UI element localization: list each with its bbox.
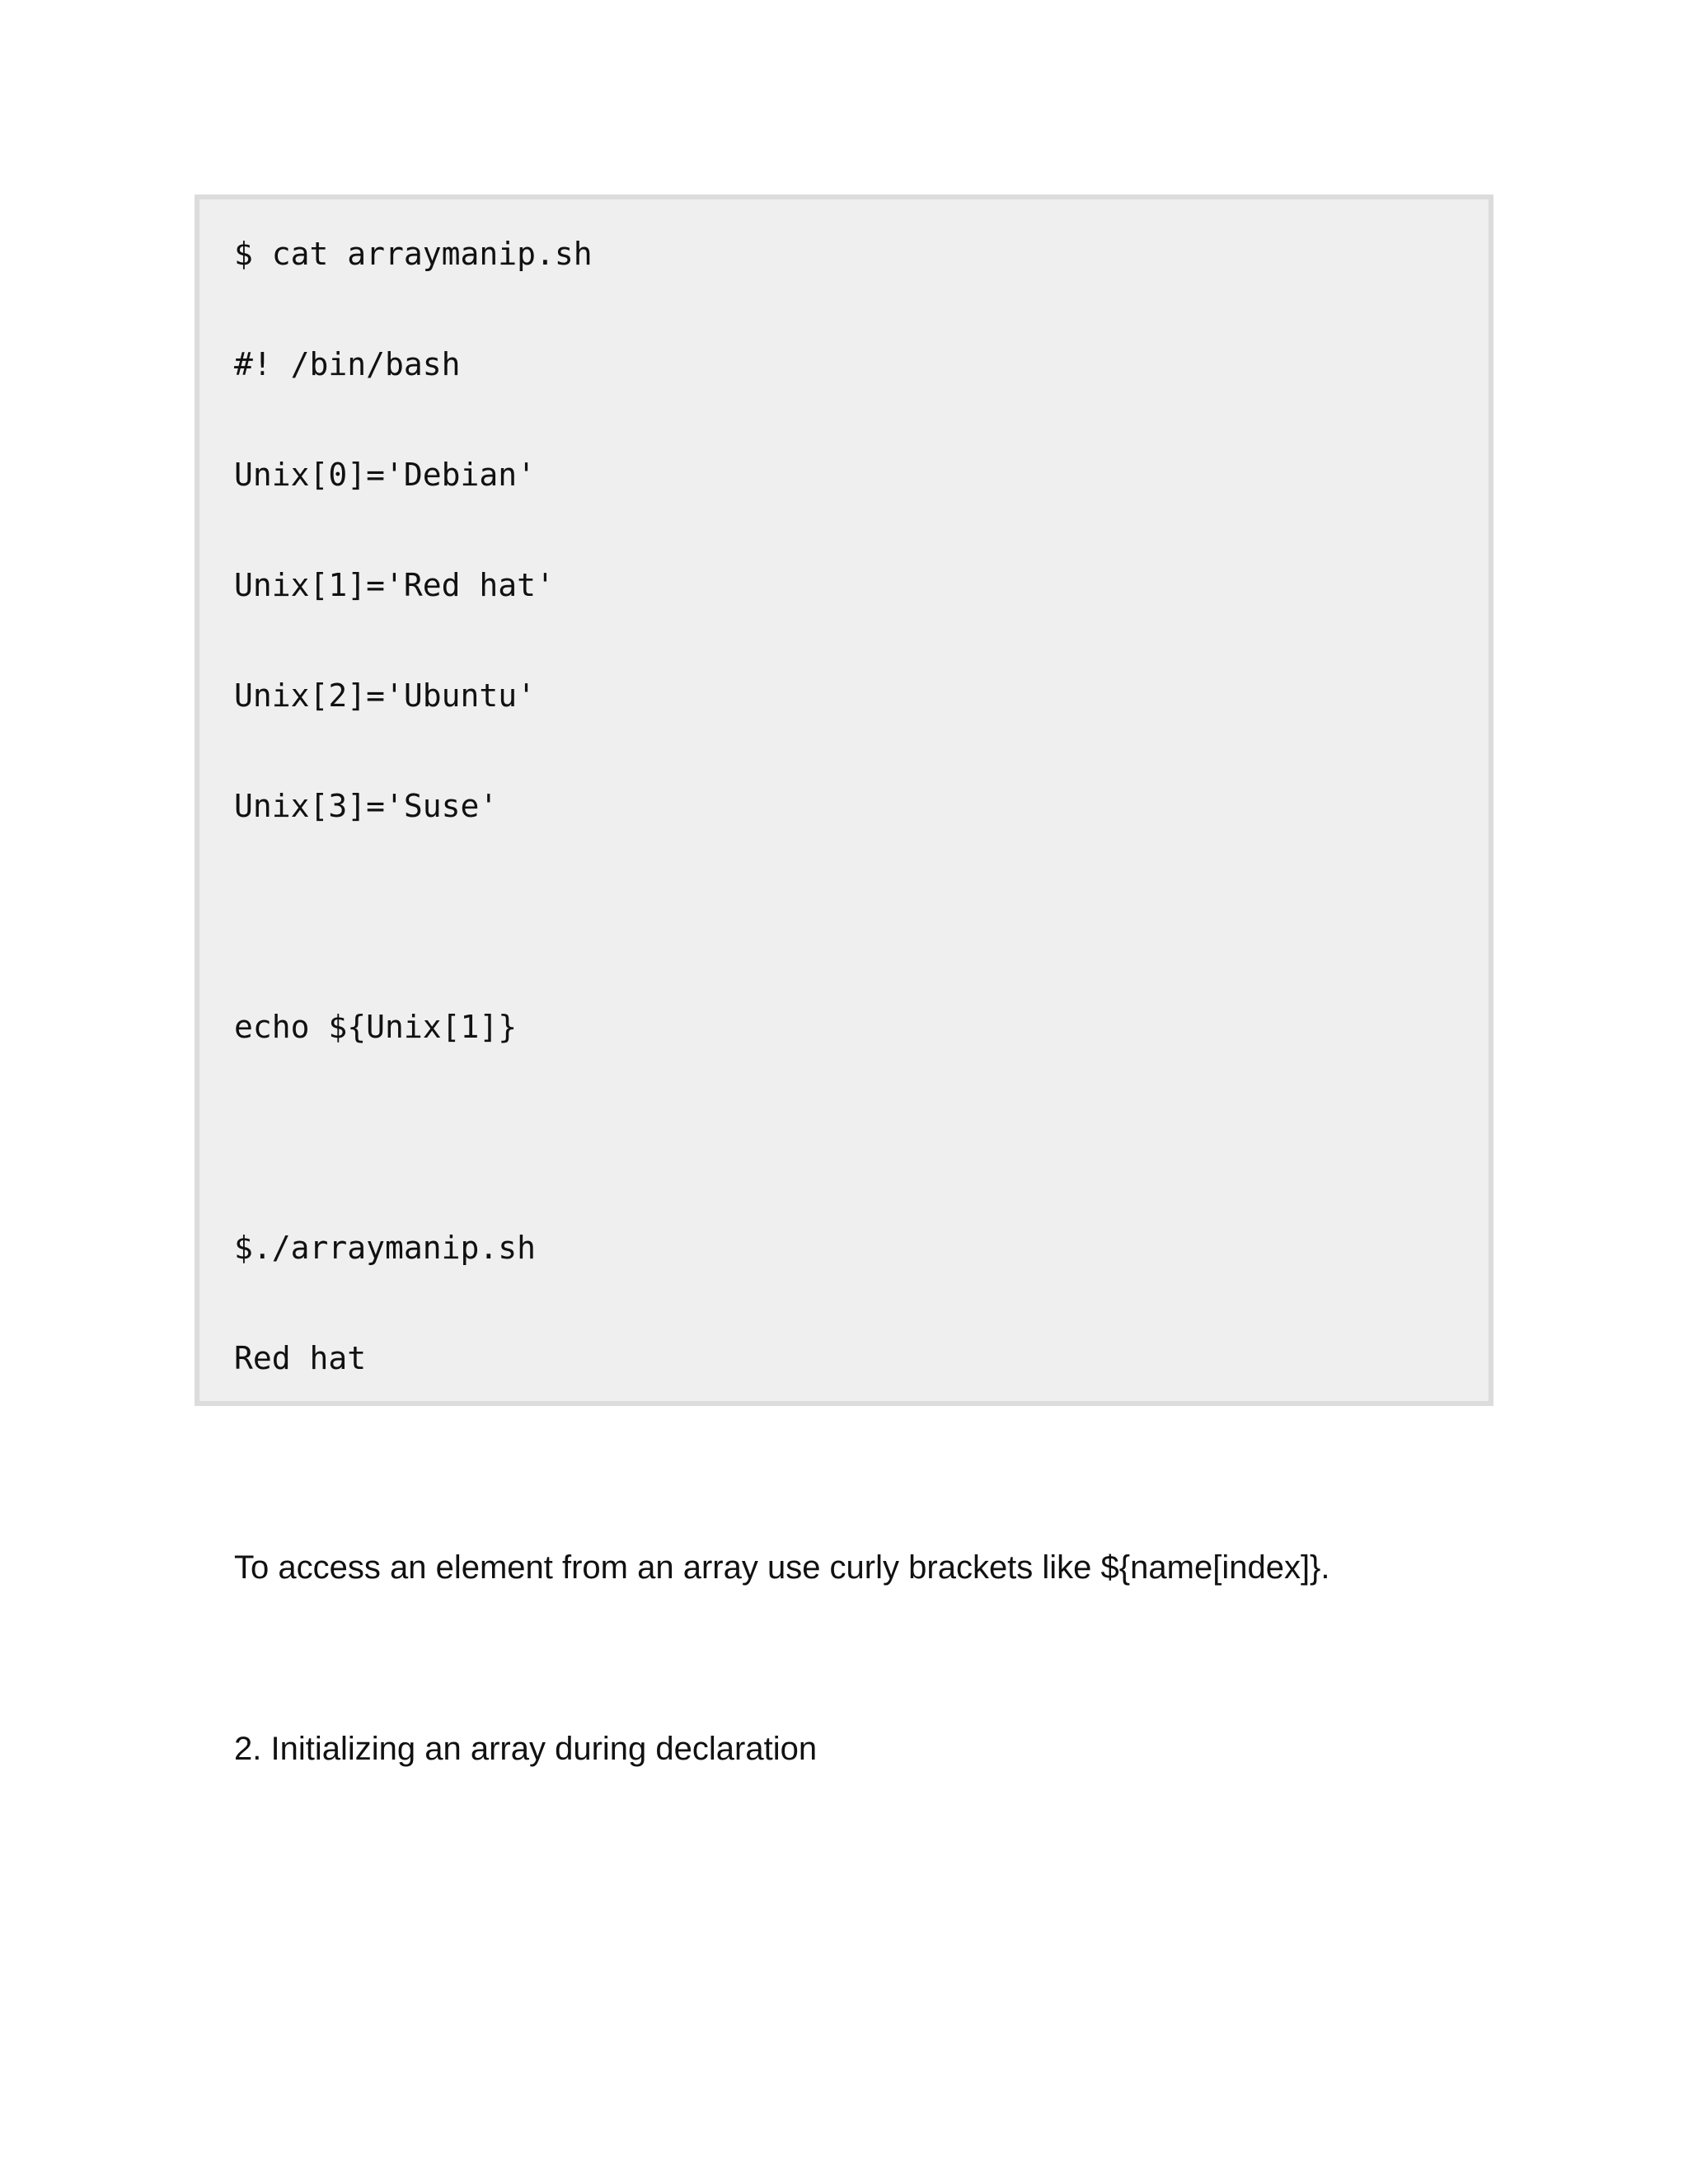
section-heading: 2. Initializing an array during declaration xyxy=(234,1731,818,1767)
code-line-shebang: #! /bin/bash xyxy=(234,346,461,382)
code-line-array-3: Unix[3]='Suse' xyxy=(234,788,499,824)
code-line-run-script: $./arraymanip.sh xyxy=(234,1230,537,1266)
access-note-paragraph: To access an element from an array use curly brackets like ${name[index]}. xyxy=(234,1549,1330,1586)
code-line-output: Red hat xyxy=(234,1340,367,1376)
code-line-array-2: Unix[2]='Ubuntu' xyxy=(234,677,537,714)
code-line-array-1: Unix[1]='Red hat' xyxy=(234,567,555,603)
code-line-cat-command: $ cat arraymanip.sh xyxy=(234,236,593,272)
code-line-echo: echo ${Unix[1]} xyxy=(234,1009,518,1045)
code-line-array-0: Unix[0]='Debian' xyxy=(234,457,537,493)
